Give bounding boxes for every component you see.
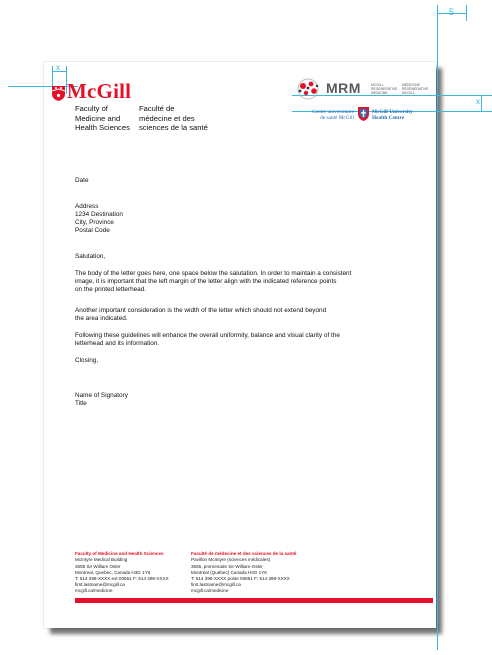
footer-french (191, 545, 296, 601)
letter-closing: Closing, (75, 357, 99, 364)
mrm-logo-text: MRM (326, 80, 361, 96)
mcgill-crest-icon (52, 86, 65, 101)
guide-top-label: 5 (449, 7, 455, 17)
footer-english-address: McIntyre Medical Building 3655 Sir William Osler Montreal, Quebec, Canada H3G 1Y6 T: 514 398-XXXX ext 00851 F: 514 398-XXXX first.lastname@mcgill.ca mcgill.ca/medicine (75, 557, 169, 594)
footer-french-title: Faculté de médecine et des sciences de la santé (191, 551, 297, 557)
muhc-shield-icon (358, 107, 369, 121)
letter-date: Date (75, 177, 89, 184)
footer-red-bar (75, 598, 433, 603)
mrm-english-text: MCGILL REGENERATIVE MEDICINE (371, 83, 398, 95)
guide-right-x-label: x (476, 97, 480, 106)
letter-paragraph-2: Another important consideration is the width of the letter which should not extend beyond the area indicated. (75, 307, 327, 322)
letter-salutation: Salutation, (75, 253, 106, 260)
guide-right-x-tick (481, 95, 482, 112)
guide-vertical-right (437, 5, 438, 650)
letter-signatory: Name of Signatory Title (75, 392, 128, 407)
letter-paragraph-3: Following these guidelines will enhance the overall uniformity, balance and visual clarity of the letterhead and its information. (75, 332, 340, 347)
muhc-english-name: McGill University Health Centre (372, 109, 413, 122)
footer-english-title: Faculty of Medicine and Health Sciences (75, 551, 164, 557)
mrm-logo-icon (293, 78, 323, 100)
letter-address: Address 1234 Destination City, Province Postal Code (75, 203, 123, 234)
faculty-name-english: Faculty of Medicine and Health Sciences (75, 104, 130, 132)
footer-english (75, 545, 169, 601)
mrm-french-text: MÉDECINE RÉGÉNÉRATIVE MCGILL (402, 83, 429, 95)
letter-paragraph-1: The body of the letter goes here, one space below the salutation. In order to maintain a consistent image, it is important that the left margin of the letter align with the indicated reference points on the printed letterhead. (75, 270, 352, 293)
faculty-name-french: Faculté de médecine et des sciences de la santé (139, 104, 208, 132)
mcgill-wordmark: McGill (67, 79, 132, 103)
guide-left-x-label: x (56, 63, 60, 72)
muhc-french-name: Centre universitaire de santé McGill (312, 109, 354, 122)
footer-french-address: Pavillon McIntyre (sciences médicales) 3655, promenade Sir-William-Osler Montréal (Québec) Canada H3G 1Y6 T: 514 398-XXXX poste 00851 F: 514 398-XXXX first.lastname@mcgill.ca mcgill.ca/medicine (191, 557, 290, 594)
